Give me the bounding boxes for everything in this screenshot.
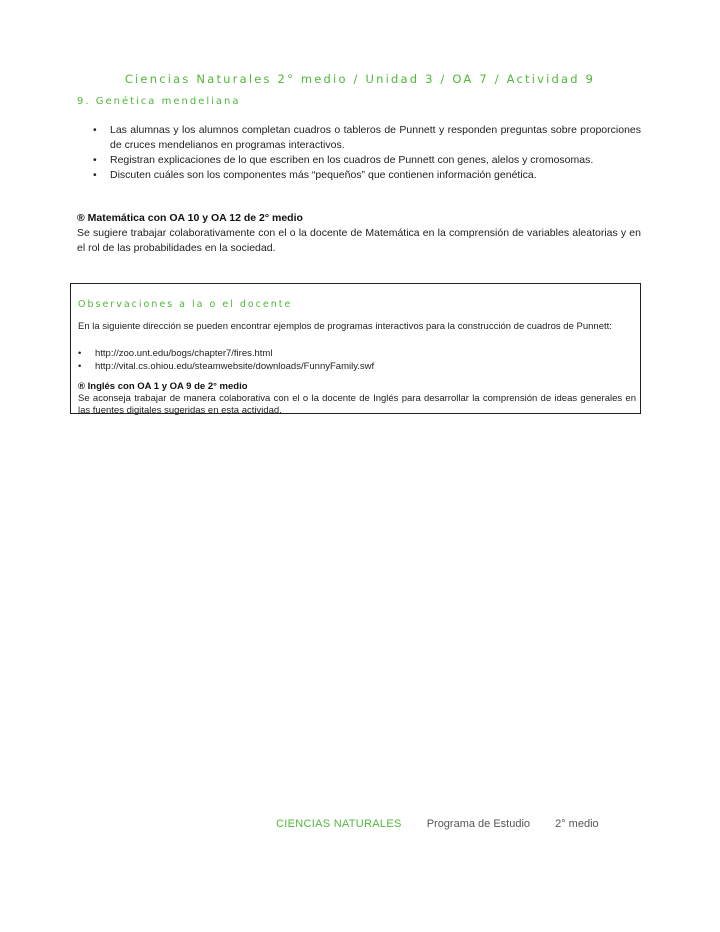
english-connection-block <box>78 381 636 417</box>
bullet-icon: • <box>78 348 82 359</box>
math-connection-text: Se sugiere trabajar colaborativamente con el o la docente de Matemática en la comprensión de variables aleatorias y en el rol de las probabilidades en la sociedad. <box>77 227 641 254</box>
page-footer <box>276 818 599 830</box>
footer-program: Programa de Estudio <box>426 818 531 830</box>
list-item <box>93 123 641 153</box>
math-connection-heading: ® Matemática con OA 10 y OA 12 de 2° medio <box>77 212 303 224</box>
english-connection-text: Se aconseja trabajar de manera colaborativa con el o la docente de Inglés para desarrollar la comprensión de ideas generales en las fuentes digitales sugeridas en esta actividad. <box>78 393 636 416</box>
bullet-icon: • <box>93 124 97 136</box>
list-item-text: Registran explicaciones de lo que escriben en los cuadros de Punnett con genes, alelos y cromosomas. <box>110 154 594 166</box>
resource-link[interactable]: http://vital.cs.ohiou.edu/steamwebsite/downloads/FunnyFamily.swf <box>95 361 375 372</box>
teacher-observations-box <box>70 283 641 414</box>
list-item <box>78 360 374 373</box>
list-item <box>78 347 374 360</box>
observations-title: Observaciones a la o el docente <box>78 299 293 310</box>
footer-grade: 2° medio <box>555 818 599 830</box>
math-connection-block <box>77 211 641 256</box>
list-item <box>93 168 641 183</box>
list-item <box>93 153 641 168</box>
observations-link-list <box>78 347 374 373</box>
section-title: 9. Genética mendeliana <box>77 96 241 107</box>
page-header-title: Ciencias Naturales 2° medio / Unidad 3 / OA 7 / Actividad 9 <box>124 72 596 86</box>
list-item-text: Las alumnas y los alumnos completan cuadros o tableros de Punnett y responden preguntas sobre proporciones de cruces mendelianos en programas interactivos. <box>110 124 641 151</box>
footer-subject: CIENCIAS NATURALES <box>276 818 402 830</box>
bullet-icon: • <box>93 169 97 181</box>
bullet-icon: • <box>93 154 97 166</box>
bullet-icon: • <box>78 361 82 372</box>
list-item-text: Discuten cuáles son los componentes más “pequeños” que contienen información genética. <box>110 169 537 181</box>
english-connection-heading: ® Inglés con OA 1 y OA 9 de 2° medio <box>78 381 248 392</box>
activity-bullet-list <box>93 123 641 183</box>
observations-intro: En la siguiente dirección se pueden encontrar ejemplos de programas interactivos para la construcción de cuadros de Punnett: <box>78 321 612 332</box>
resource-link[interactable]: http://zoo.unt.edu/bogs/chapter7/fires.html <box>95 348 273 359</box>
